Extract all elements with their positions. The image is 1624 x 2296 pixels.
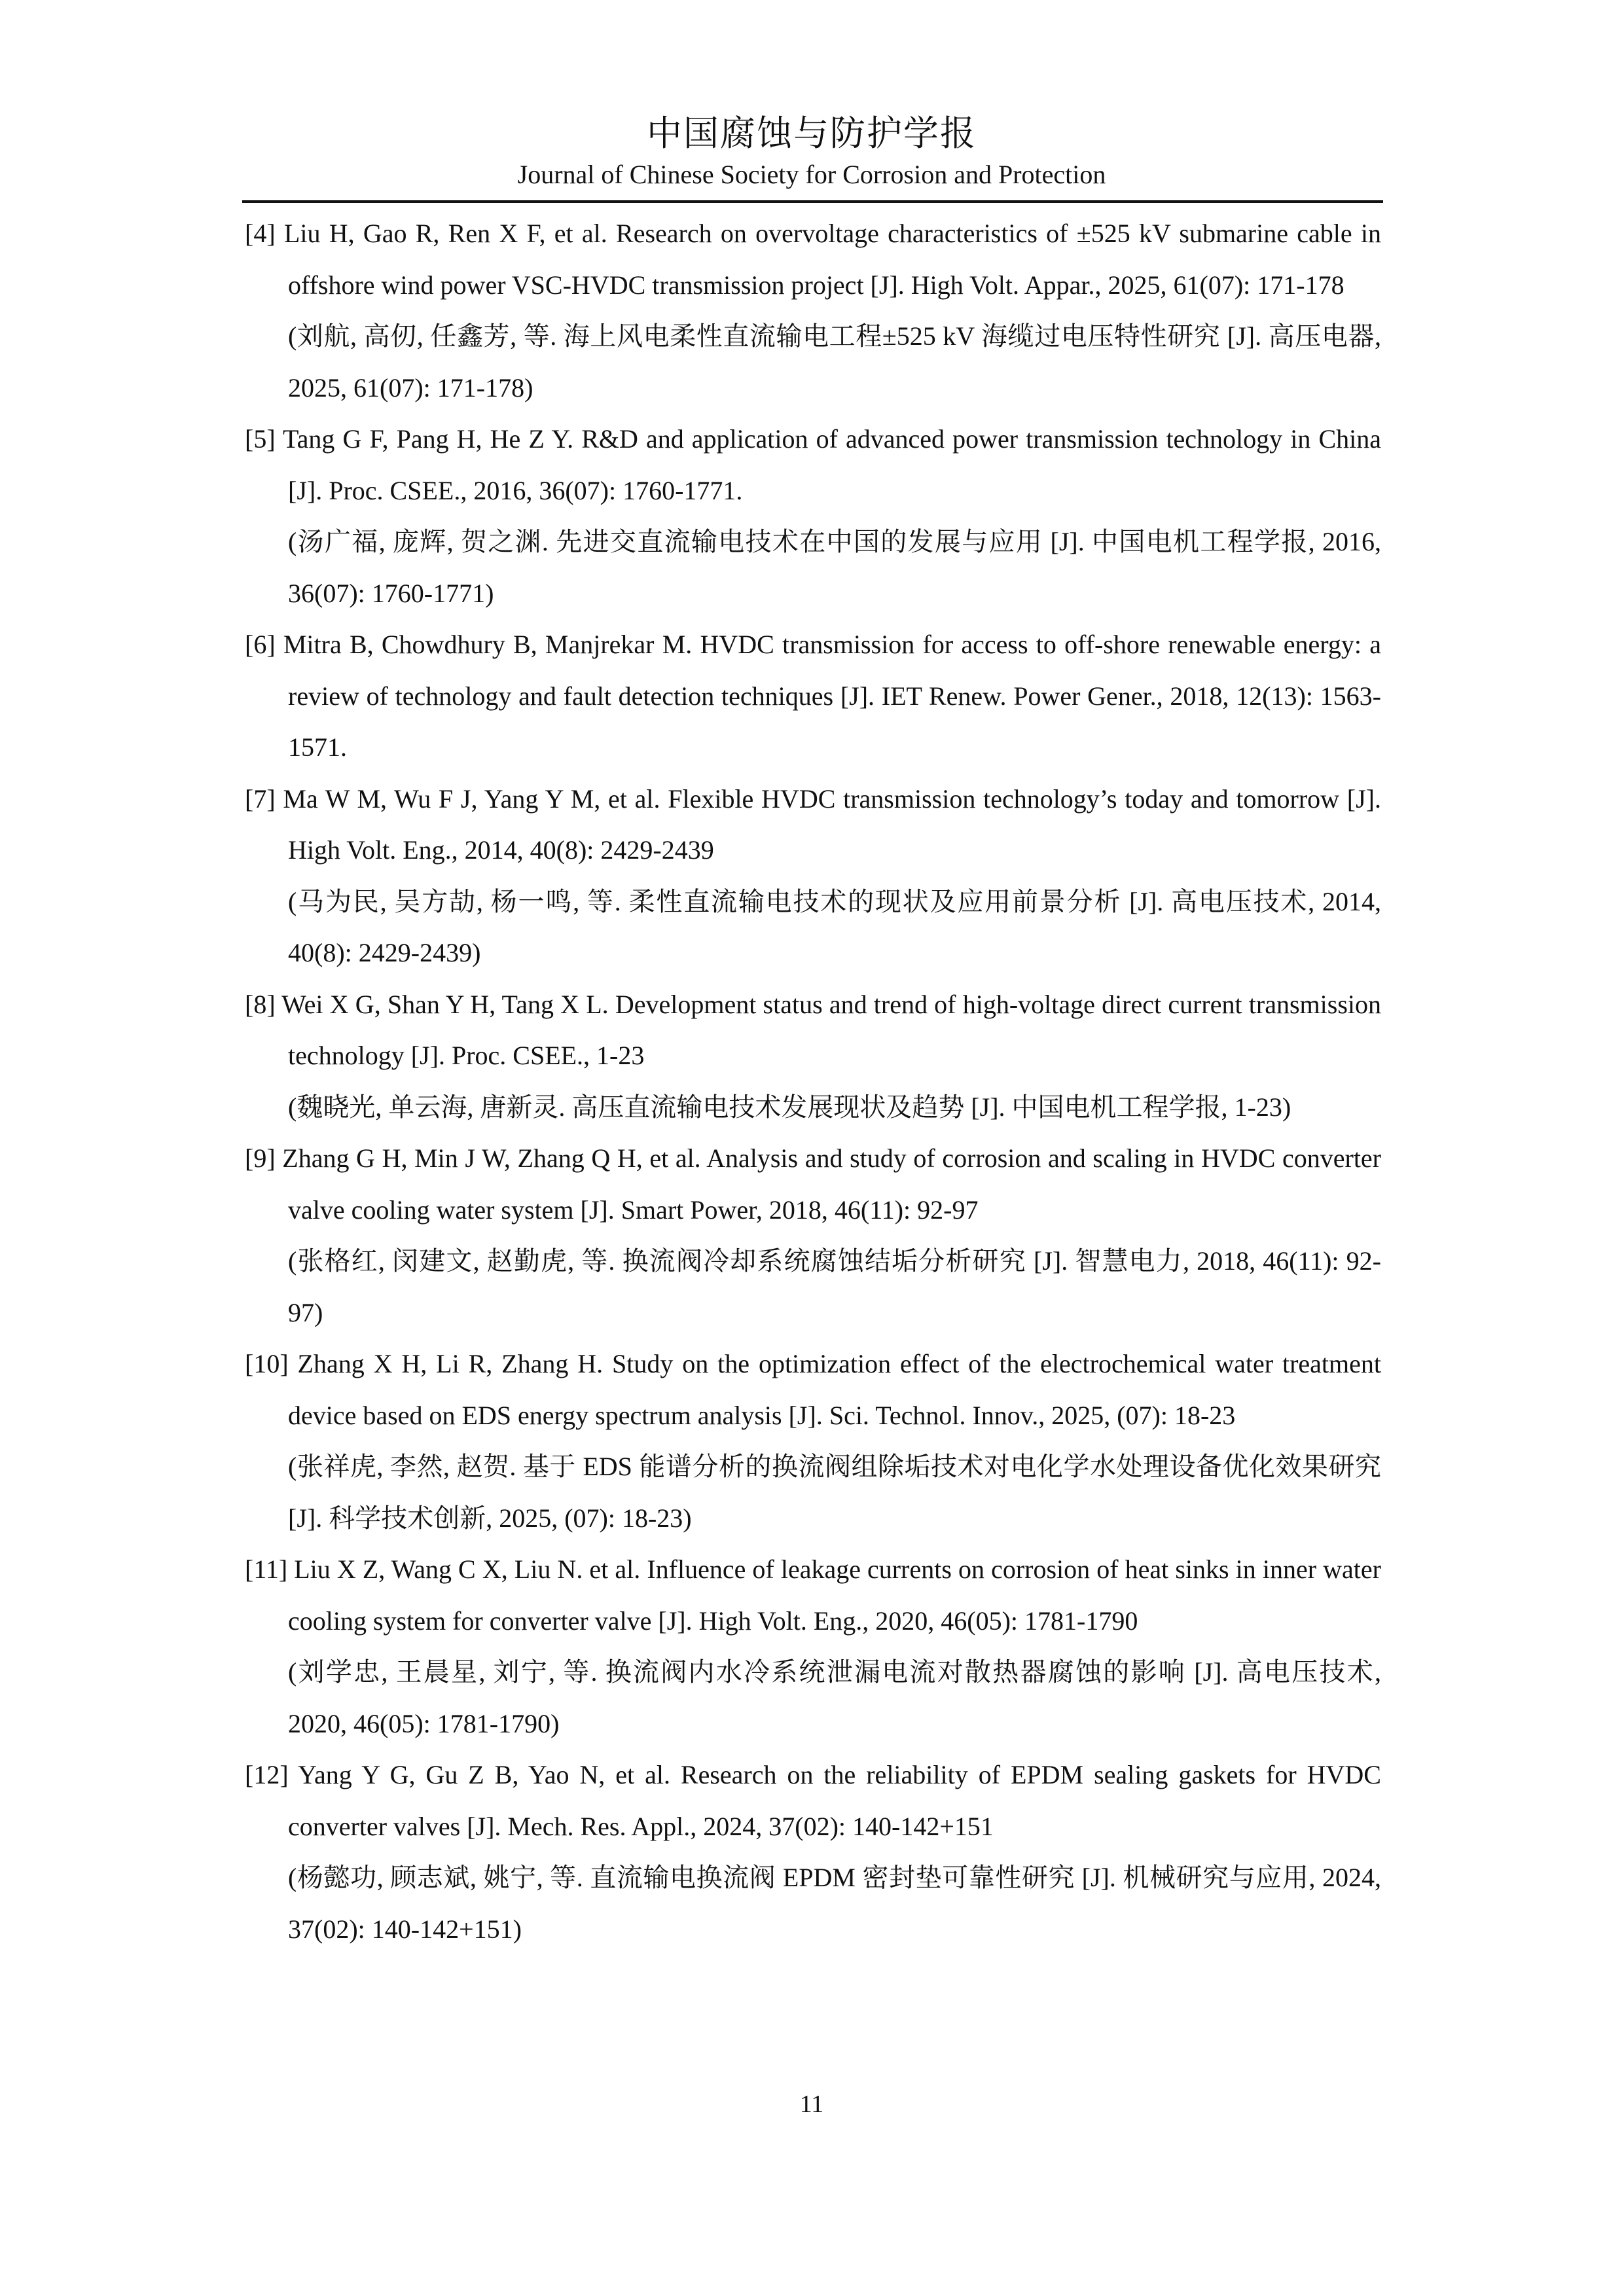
- reference-item: [245, 414, 1381, 619]
- reference-chinese: (马为民, 吴方劼, 杨一鸣, 等. 柔性直流输电技术的现状及应用前景分析 [J]. 高电压技术, 2014, 40(8): 2429-2439): [288, 886, 1381, 967]
- reference-item: [245, 619, 1381, 774]
- reference-english: [4] Liu H, Gao R, Ren X F, et al. Research on overvoltage characteristics of ±525 kV submarine cable in offshore wind power VSC-HVDC transmission project [J]. High Volt. Appar., 2025, 61(07): 171-178: [245, 219, 1381, 300]
- running-header: [242, 110, 1381, 192]
- reference-english: [11] Liu X Z, Wang C X, Liu N. et al. Influence of leakage currents on corrosion of heat sinks in inner water cooling system for converter valve [J]. High Volt. Eng., 2020, 46(05): 1781-1790: [245, 1554, 1381, 1636]
- reference-item: [245, 1544, 1381, 1749]
- header-rule: [242, 200, 1383, 203]
- reference-chinese: (魏晓光, 单云海, 唐新灵. 高压直流输电技术发展现状及趋势 [J]. 中国电机工程学报, 1-23): [288, 1092, 1291, 1122]
- reference-chinese: (刘学忠, 王晨星, 刘宁, 等. 换流阀内水冷系统泄漏电流对散热器腐蚀的影响 [J]. 高电压技术, 2020, 46(05): 1781-1790): [288, 1657, 1381, 1738]
- journal-title-english: Journal of Chinese Society for Corrosion and Protection: [517, 160, 1106, 189]
- reference-item: [245, 979, 1381, 1134]
- reference-english: [12] Yang Y G, Gu Z B, Yao N, et al. Research on the reliability of EPDM sealing gaskets for HVDC converter valves [J]. Mech. Res. Appl., 2024, 37(02): 140-142+151: [245, 1760, 1381, 1841]
- journal-title-chinese: 中国腐蚀与防护学报: [647, 114, 977, 153]
- reference-chinese: (张格红, 闵建文, 赵勤虎, 等. 换流阀冷却系统腐蚀结垢分析研究 [J]. 智慧电力, 2018, 46(11): 92-97): [288, 1246, 1381, 1327]
- reference-english: [8] Wei X G, Shan Y H, Tang X L. Development status and trend of high-voltage direct current transmission technology [J]. Proc. CSEE., 1-23: [245, 989, 1381, 1070]
- reference-item: [245, 1749, 1381, 1955]
- reference-item: [245, 1338, 1381, 1544]
- reference-english: [6] Mitra B, Chowdhury B, Manjrekar M. HVDC transmission for access to off-shore renewable energy: a review of technology and fault detection techniques [J]. IET Renew. Power Gener., 2018, 12(13): 1563-1571.: [245, 630, 1381, 762]
- reference-item: [245, 774, 1381, 979]
- reference-english: [9] Zhang G H, Min J W, Zhang Q H, et al. Analysis and study of corrosion and scaling in HVDC converter valve cooling water system [J]. Smart Power, 2018, 46(11): 92-97: [245, 1143, 1381, 1225]
- reference-english: [5] Tang G F, Pang H, He Z Y. R&D and application of advanced power transmission technology in China [J]. Proc. CSEE., 2016, 36(07): 1760-1771.: [245, 424, 1381, 505]
- reference-chinese: (杨懿功, 顾志斌, 姚宁, 等. 直流输电换流阀 EPDM 密封垫可靠性研究 [J]. 机械研究与应用, 2024, 37(02): 140-142+151): [288, 1863, 1381, 1944]
- reference-chinese: (汤广福, 庞辉, 贺之渊. 先进交直流输电技术在中国的发展与应用 [J]. 中国电机工程学报, 2016, 36(07): 1760-1771): [288, 527, 1381, 608]
- reference-item: [245, 208, 1381, 414]
- reference-item: [245, 1133, 1381, 1338]
- page-number: 11: [799, 2090, 824, 2118]
- reference-english: [7] Ma W M, Wu F J, Yang Y M, et al. Flexible HVDC transmission technology’s today and tomorrow [J]. High Volt. Eng., 2014, 40(8): 2429-2439: [245, 783, 1381, 865]
- reference-chinese: (张祥虎, 李然, 赵贺. 基于 EDS 能谱分析的换流阀组除垢技术对电化学水处理设备优化效果研究 [J]. 科学技术创新, 2025, (07): 18-23): [288, 1452, 1381, 1533]
- reference-chinese: (刘航, 高仞, 任鑫芳, 等. 海上风电柔性直流输电工程±525 kV 海缆过电压特性研究 [J]. 高压电器, 2025, 61(07): 171-178): [288, 321, 1381, 403]
- reference-list: [245, 208, 1381, 1955]
- reference-english: [10] Zhang X H, Li R, Zhang H. Study on the optimization effect of the electrochemical water treatment device based on EDS energy spectrum analysis [J]. Sci. Technol. Innov., 2025, (07): 18-23: [245, 1349, 1381, 1430]
